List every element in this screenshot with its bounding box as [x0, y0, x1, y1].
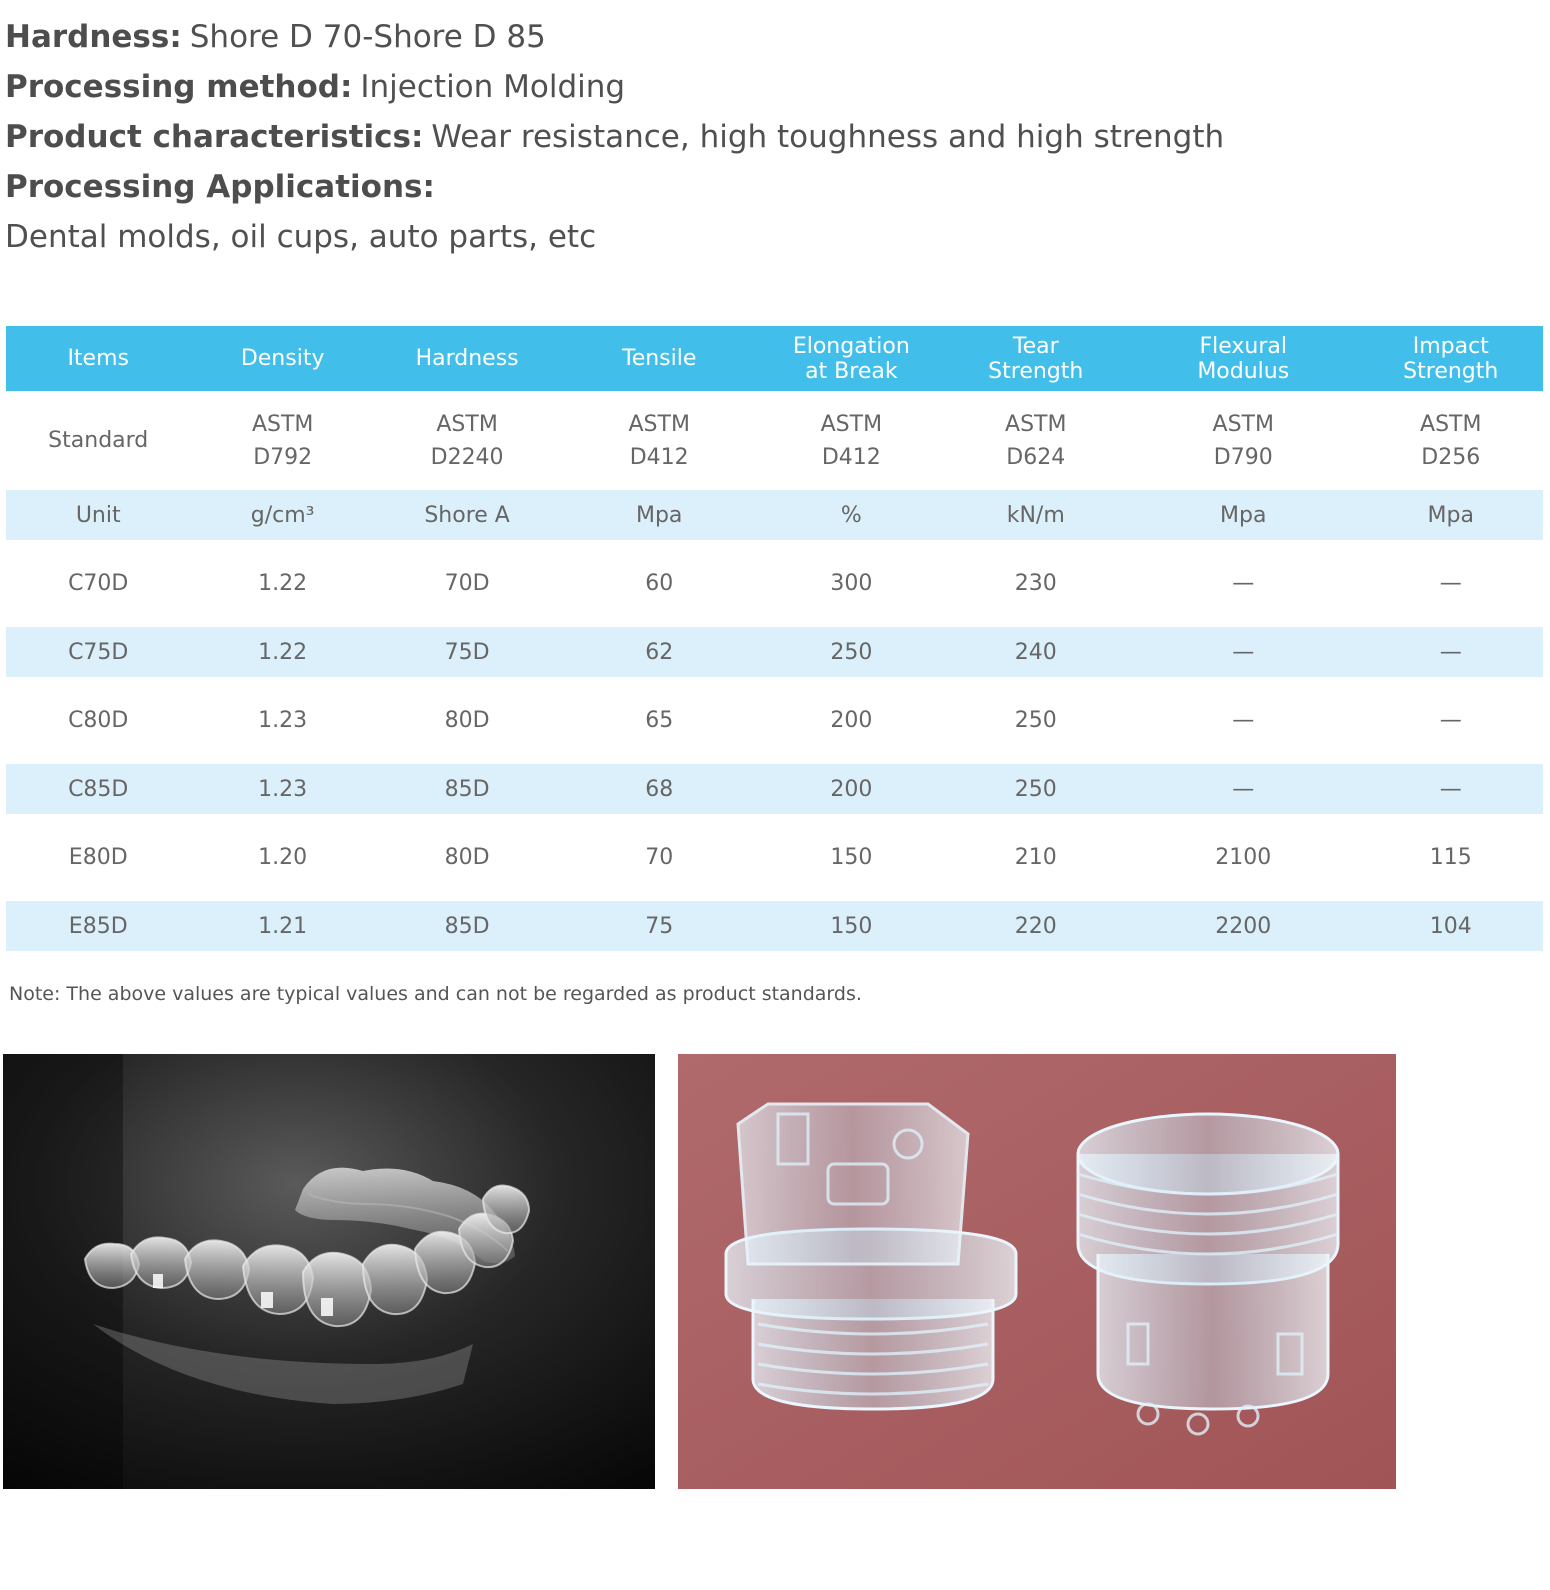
table-row: [6, 764, 1543, 814]
table-row-standard: [6, 391, 1543, 490]
table-note: Note: The above values are typical values and can not be regarded as product standards.: [9, 983, 862, 1005]
table-cell: 80D: [444, 845, 490, 870]
table-cell: E80D: [68, 845, 128, 870]
table-cell: 85D: [375, 901, 559, 951]
table-row: [6, 814, 1543, 901]
table-cell: ASTM D2240: [430, 411, 504, 470]
table-cell: 1.22: [258, 571, 308, 596]
table-cell: 240: [944, 627, 1128, 677]
table-cell: C70D: [68, 571, 129, 596]
table-cell: —: [1439, 571, 1462, 596]
table-row: [6, 540, 1543, 627]
spec-list: [5, 12, 1224, 262]
table-cell: 2200: [1128, 901, 1359, 951]
table-cell: 300: [830, 571, 873, 596]
table-cell: 220: [944, 901, 1128, 951]
spec-characteristics: [5, 112, 1224, 162]
header-density: Density: [190, 326, 374, 391]
spec-method-value: Injection Molding: [360, 69, 626, 105]
spec-hardness: [5, 12, 1224, 62]
table-cell: —: [1128, 764, 1359, 814]
table-cell: 104: [1359, 901, 1543, 951]
table-cell: 85D: [375, 764, 559, 814]
molded-parts-photo: [678, 1054, 1396, 1489]
table-cell: —: [1439, 708, 1462, 733]
table-cell: ASTM D412: [820, 411, 883, 470]
table-cell: 80D: [444, 708, 490, 733]
properties-table: [6, 326, 1543, 951]
header-tensile: Tensile: [559, 326, 759, 391]
table-cell: —: [1359, 764, 1543, 814]
spec-characteristics-label: Product characteristics:: [5, 119, 424, 155]
spec-applications-value: Dental molds, oil cups, auto parts, etc: [5, 219, 597, 255]
table-cell: %: [759, 490, 943, 540]
spec-method-label: Processing method:: [5, 69, 353, 105]
table-cell: ASTM D792: [251, 411, 314, 470]
table-cell: ASTM D790: [1212, 411, 1274, 470]
dental-aligner-photo: [3, 1054, 655, 1489]
table-cell: E85D: [6, 901, 190, 951]
table-cell: ASTM D624: [1005, 411, 1067, 470]
table-row-unit: [6, 490, 1543, 540]
spec-hardness-label: Hardness:: [5, 19, 182, 55]
table-row: [6, 677, 1543, 764]
table-cell: 60: [645, 571, 674, 596]
spec-applications-label: Processing Applications:: [5, 169, 435, 205]
table-cell: —: [1128, 627, 1359, 677]
table-cell: Mpa: [559, 490, 759, 540]
table-cell: 210: [1014, 845, 1057, 870]
header-hardness: Hardness: [375, 326, 559, 391]
header-elongation: Elongation at Break: [759, 326, 943, 391]
header-tear-strength: Tear Strength: [944, 326, 1128, 391]
table-header-row: [6, 326, 1543, 391]
table-cell: —: [1359, 627, 1543, 677]
table-cell: —: [1232, 571, 1255, 596]
table-cell: 70: [645, 845, 674, 870]
table-row: [6, 901, 1543, 951]
table-cell: kN/m: [944, 490, 1128, 540]
table-cell: 230: [1014, 571, 1057, 596]
table-cell: 70D: [444, 571, 490, 596]
table-cell: Mpa: [1359, 490, 1543, 540]
table-cell: 75: [559, 901, 759, 951]
spec-hardness-value: Shore D 70-Shore D 85: [189, 19, 546, 55]
table-cell: C75D: [6, 627, 190, 677]
table-cell: —: [1232, 708, 1255, 733]
table-cell: C80D: [68, 708, 129, 733]
table-cell: 200: [830, 708, 873, 733]
table-cell: Unit: [6, 490, 190, 540]
table-row: [6, 627, 1543, 677]
table-cell: Shore A: [375, 490, 559, 540]
table-cell: 250: [944, 764, 1128, 814]
table-cell: ASTM D412: [628, 411, 690, 470]
table-cell: Standard: [48, 428, 149, 453]
spec-method: [5, 62, 1224, 112]
spec-characteristics-value: Wear resistance, high toughness and high strength: [431, 119, 1225, 155]
table-cell: 1.23: [190, 764, 374, 814]
header-items: Items: [6, 326, 190, 391]
table-cell: 75D: [375, 627, 559, 677]
table-cell: C85D: [6, 764, 190, 814]
table-cell: 1.23: [258, 708, 308, 733]
header-flexural-modulus: Flexural Modulus: [1128, 326, 1359, 391]
table-cell: 250: [1014, 708, 1057, 733]
spec-applications: [5, 162, 1224, 212]
table-cell: 1.20: [258, 845, 308, 870]
table-cell: g/cm³: [190, 490, 374, 540]
table-cell: 1.21: [190, 901, 374, 951]
table-cell: Mpa: [1128, 490, 1359, 540]
table-cell: 115: [1429, 845, 1472, 870]
table-cell: 250: [759, 627, 943, 677]
table-cell: 65: [645, 708, 674, 733]
table-cell: 1.22: [190, 627, 374, 677]
table-cell: 2100: [1215, 845, 1272, 870]
table-cell: ASTM D256: [1420, 411, 1482, 470]
header-impact-strength: Impact Strength: [1359, 326, 1543, 391]
table-cell: 62: [559, 627, 759, 677]
table-cell: 150: [759, 901, 943, 951]
table-cell: 200: [759, 764, 943, 814]
table-cell: 150: [830, 845, 873, 870]
table-cell: 68: [559, 764, 759, 814]
